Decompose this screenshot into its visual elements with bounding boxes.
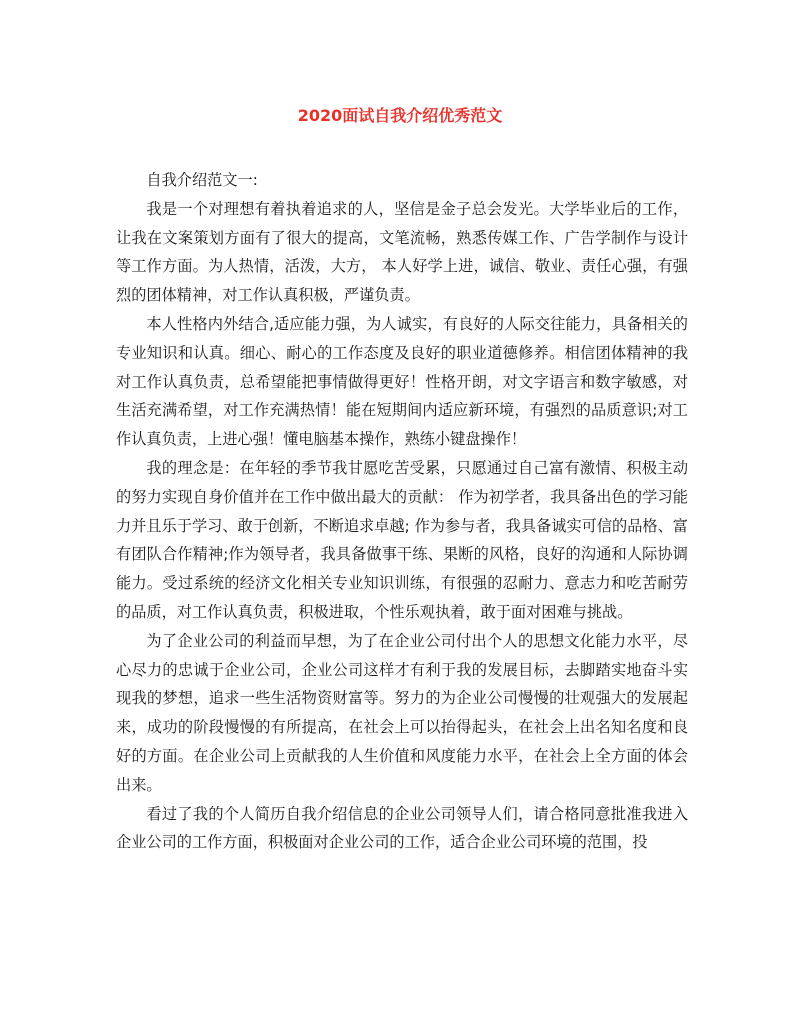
document-body bbox=[116, 166, 688, 857]
section-heading: 自我介绍范文一: bbox=[146, 171, 258, 189]
document-title: 2020面试自我介绍优秀范文 bbox=[297, 106, 503, 125]
paragraph-4: 为了企业公司的利益而早想，为了在企业公司付出个人的思想文化能力水平，尽心尽力的忠诚于企业公司，企业公司这样才有利于我的发展目标，去脚踏实地奋斗实现我的梦想，追求一些生活物资财富等。努力的为企业公司慢慢的壮观强大的发展起来，成功的阶段慢慢的有所提高，在社会上可以抬得起头，在社会上出名知名度和良好的方面。在企业公司上贡献我的人生价值和风度能力水平，在社会上全方面的体会出来。 bbox=[116, 631, 688, 794]
paragraph-5: 看过了我的个人简历自我介绍信息的企业公司领导人们，请合格同意批准我进入企业公司的工作方面，积极面对企业公司的工作，适合企业公司环境的范围，投 bbox=[116, 804, 688, 852]
paragraph-2: 本人性格内外结合,适应能力强，为人诚实，有良好的人际交往能力，具备相关的专业知识和认真。细心、耐心的工作态度及良好的职业道德修养。相信团体精神的我对工作认真负责，总希望能把事情做得更好！性格开朗，对文字语言和数字敏感，对生活充满希望，对工作充满热情！能在短期间内适应新环境，有强烈的品质意识;对工作认真负责，上进心强！懂电脑基本操作，熟练小键盘操作！ bbox=[116, 314, 688, 449]
paragraph-1: 我是一个对理想有着执着追求的人，坚信是金子总会发光。大学毕业后的工作，让我在文案策划方面有了很大的提高，文笔流畅，熟悉传媒工作、广告学制作与设计等工作方面。为人热情，活泼，大方， 本人好学上进，诚信、敬业、责任心强，有强烈的团体精神，对工作认真积极，严谨负责。 bbox=[116, 199, 688, 305]
paragraph-3: 我的理念是：在年轻的季节我甘愿吃苦受累，只愿通过自己富有激情、积极主动的努力实现自身价值并在工作中做出最大的贡献： 作为初学者，我具备出色的学习能力并且乐于学习、敢于创新，不断追求卓越; 作为参与者，我具备诚实可信的品格、富有团队合作精神;作为领导者，我具备做事干练、果断的风格，良好的沟通和人际协调能力。受过系统的经济文化相关专业知识训练，有很强的忍耐力、意志力和吃苦耐劳的品质，对工作认真负责，积极进取，个性乐观执着，敢于面对困难与挑战。 bbox=[116, 458, 688, 621]
